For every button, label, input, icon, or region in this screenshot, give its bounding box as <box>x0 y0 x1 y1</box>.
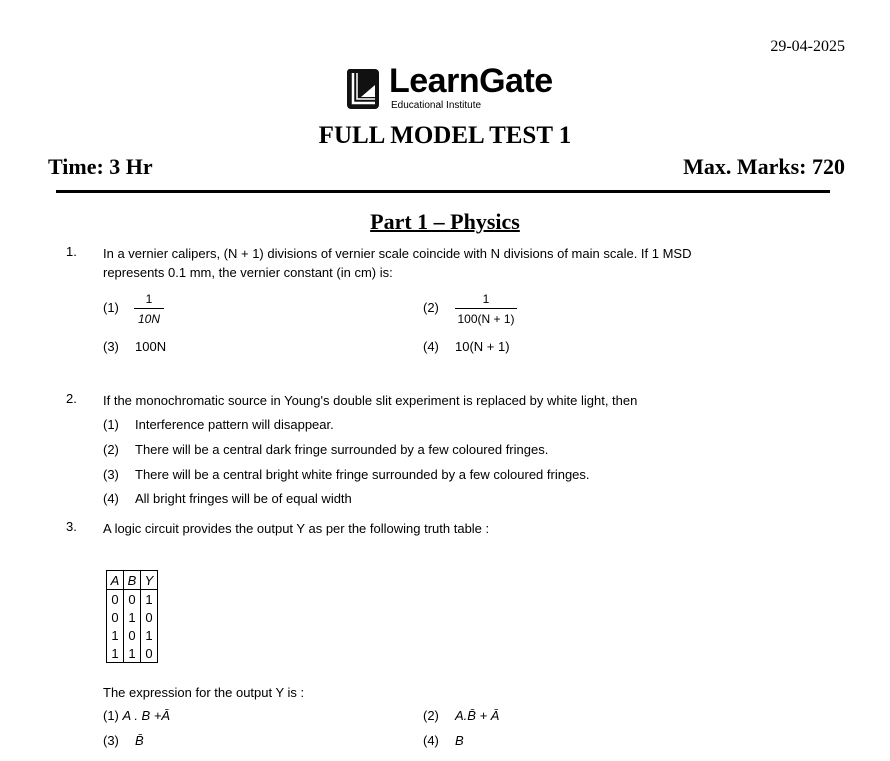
option-number: (2) <box>423 300 439 315</box>
table-cell: 1 <box>124 608 141 626</box>
option <box>423 732 464 750</box>
option-text: A.B̄ + Ā <box>455 708 500 723</box>
option <box>103 338 166 356</box>
brand-tagline: Educational Institute <box>391 100 482 111</box>
table-row <box>107 590 158 609</box>
book-logo-icon <box>345 67 381 111</box>
header-divider <box>56 190 830 193</box>
table-cell: 1 <box>124 644 141 663</box>
table-cell: 0 <box>124 626 141 644</box>
option <box>103 732 144 750</box>
option-text: 10(N + 1) <box>455 339 510 354</box>
question-number: 2. <box>66 391 77 406</box>
table-cell: 0 <box>141 608 158 626</box>
table-cell: 1 <box>141 590 158 609</box>
fraction-denominator: 100(N + 1) <box>457 312 515 326</box>
option-number: (4) <box>423 339 439 354</box>
option-fraction <box>134 292 164 326</box>
option-text: There will be a central bright white fringe surrounded by a few coloured fringes. <box>135 467 590 482</box>
table-header-cell: B <box>124 571 141 590</box>
table-cell: 0 <box>107 590 124 609</box>
option-number: (1) <box>103 300 119 315</box>
option <box>103 490 352 508</box>
table-cell: 1 <box>107 644 124 663</box>
option-text: There will be a central dark fringe surrounded by a few coloured fringes. <box>135 442 549 457</box>
table-row <box>107 644 158 663</box>
truth-table <box>106 570 158 663</box>
fraction-bar <box>455 308 517 309</box>
option-text: Interference pattern will disappear. <box>135 417 334 432</box>
option <box>423 338 510 356</box>
option <box>423 707 499 725</box>
table-cell: 0 <box>141 644 158 663</box>
option-text: 100N <box>135 339 167 354</box>
table-header-row <box>107 571 158 590</box>
option-number: (2) <box>103 442 119 457</box>
option <box>103 707 170 725</box>
table-header-cell: A <box>107 571 124 590</box>
option-number: (3) <box>103 339 119 354</box>
brand-logo <box>345 62 575 113</box>
table-row <box>107 608 158 626</box>
option <box>103 441 548 459</box>
question-text: If the monochromatic source in Young's double slit experiment is replaced by white light, then <box>103 393 638 408</box>
option-number: (1) <box>103 417 119 432</box>
table-cell: 0 <box>107 608 124 626</box>
option-text: B <box>455 733 464 748</box>
option-number: (4) <box>423 733 439 748</box>
option-fraction <box>455 292 517 326</box>
test-title: FULL MODEL TEST 1 <box>318 122 572 149</box>
table-cell: 1 <box>141 626 158 644</box>
table-cell: 0 <box>124 590 141 609</box>
option-number: (3) <box>103 467 119 482</box>
question-number: 3. <box>66 519 77 534</box>
time-allowed: Time: 3 Hr <box>48 154 153 179</box>
question-number: 1. <box>66 244 77 259</box>
option-number: (4) <box>103 491 119 506</box>
option-text: B̄ <box>135 733 144 748</box>
question-text: In a vernier calipers, (N + 1) divisions of vernier scale coincide with N divisions of main scale. If 1 MSD represents 0.1 mm, the vernier constant (in cm) is: <box>103 246 692 280</box>
question-followup: The expression for the output Y is : <box>103 685 305 700</box>
fraction-numerator: 1 <box>482 292 490 306</box>
table-cell: 1 <box>107 626 124 644</box>
fraction-numerator: 1 <box>145 292 153 306</box>
max-marks: Max. Marks: 720 <box>683 154 845 179</box>
brand-name: LearnGate <box>389 62 553 100</box>
fraction-bar <box>134 308 164 309</box>
table-header-cell: Y <box>141 571 158 590</box>
fraction-denominator: 10N <box>137 312 160 326</box>
question-text: A logic circuit provides the output Y as per the following truth table : <box>103 521 490 536</box>
table-row <box>107 626 158 644</box>
option-text: All bright fringes will be of equal width <box>135 491 352 506</box>
option-number: (2) <box>423 708 439 723</box>
section-title: Part 1 – Physics <box>370 209 520 234</box>
option-number: (3) <box>103 733 119 748</box>
option-number: (1) <box>103 708 119 723</box>
option <box>103 466 590 484</box>
option-text: A . B +Ā <box>122 708 171 723</box>
option <box>103 416 334 434</box>
test-date: 29-04-2025 <box>770 38 845 55</box>
